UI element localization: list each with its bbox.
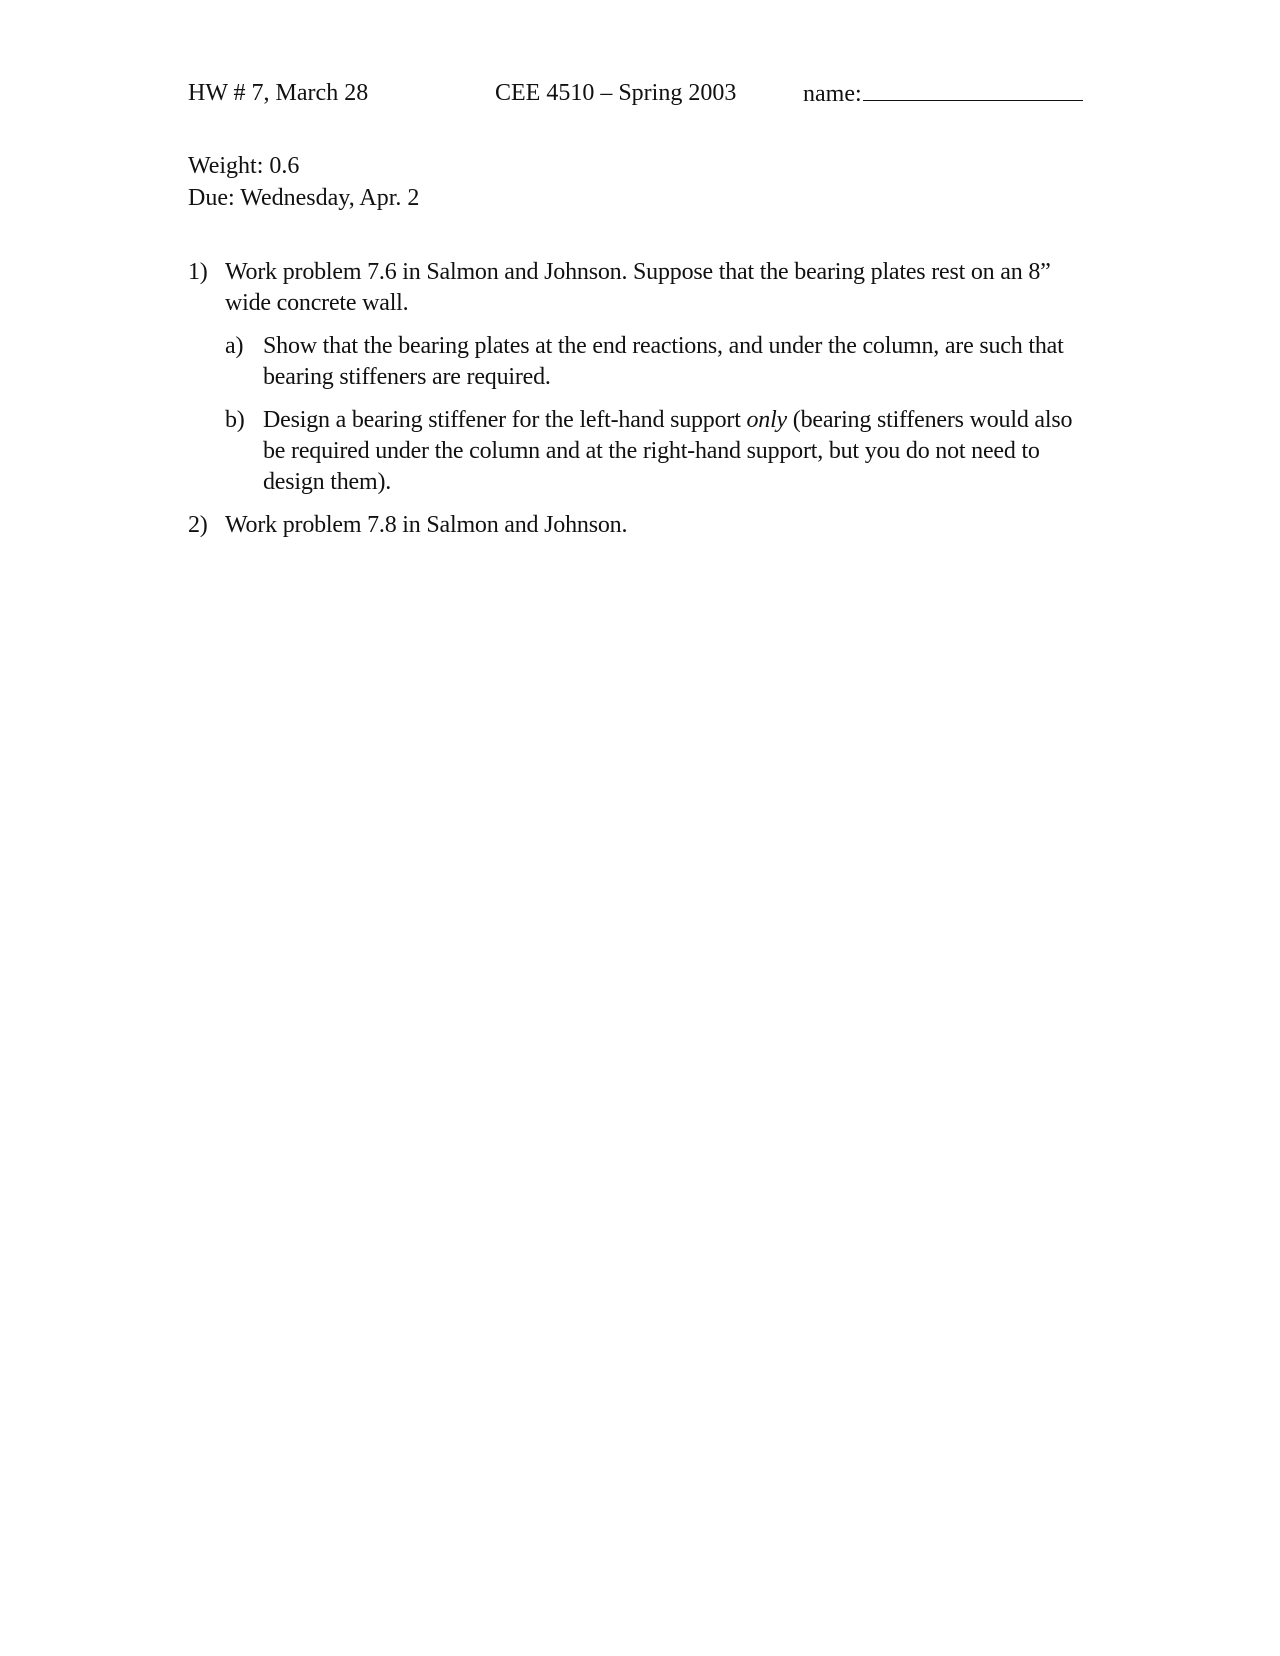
subproblem-text: Show that the bearing plates at the end reactions, and under the column, are such that bearing stiffeners are required.: [263, 333, 1064, 390]
subproblem-text-after: (bearing stiffeners would also be required under the column and at the right-hand support, but you do not need to design them).: [263, 407, 1073, 495]
assignment-meta: [188, 150, 419, 214]
problem-1: [188, 257, 1088, 498]
problem-number: 2): [188, 512, 208, 538]
problem-text: Work problem 7.8 in Salmon and Johnson.: [225, 512, 628, 538]
subproblem-letter: a): [225, 333, 244, 359]
course-label: CEE 4510 – Spring 2003: [495, 80, 737, 106]
subproblem-text-before: Design a bearing stiffener for the left-hand support: [263, 407, 747, 433]
subproblem-b: [225, 405, 1088, 498]
name-field: [803, 76, 1083, 111]
subproblem-text: [263, 405, 1088, 498]
subproblem-emphasis: only: [746, 407, 787, 433]
problem-text: Work problem 7.6 in Salmon and Johnson. Suppose that the bearing plates rest on an 8” wide concrete wall.: [225, 259, 1051, 316]
weight-text: Weight: 0.6: [188, 153, 300, 179]
problem-number: 1): [188, 259, 208, 285]
subproblem-list: [225, 331, 1088, 498]
page-header: [188, 76, 1088, 110]
name-blank-line: [863, 76, 1083, 101]
problem-list: [188, 257, 1088, 553]
assignment-title: HW # 7, March 28: [188, 80, 369, 106]
subproblem-a: [225, 331, 1088, 393]
problem-2: [188, 510, 1088, 541]
name-label: name:: [803, 81, 862, 107]
due-text: Due: Wednesday, Apr. 2: [188, 185, 420, 211]
subproblem-letter: b): [225, 407, 245, 433]
